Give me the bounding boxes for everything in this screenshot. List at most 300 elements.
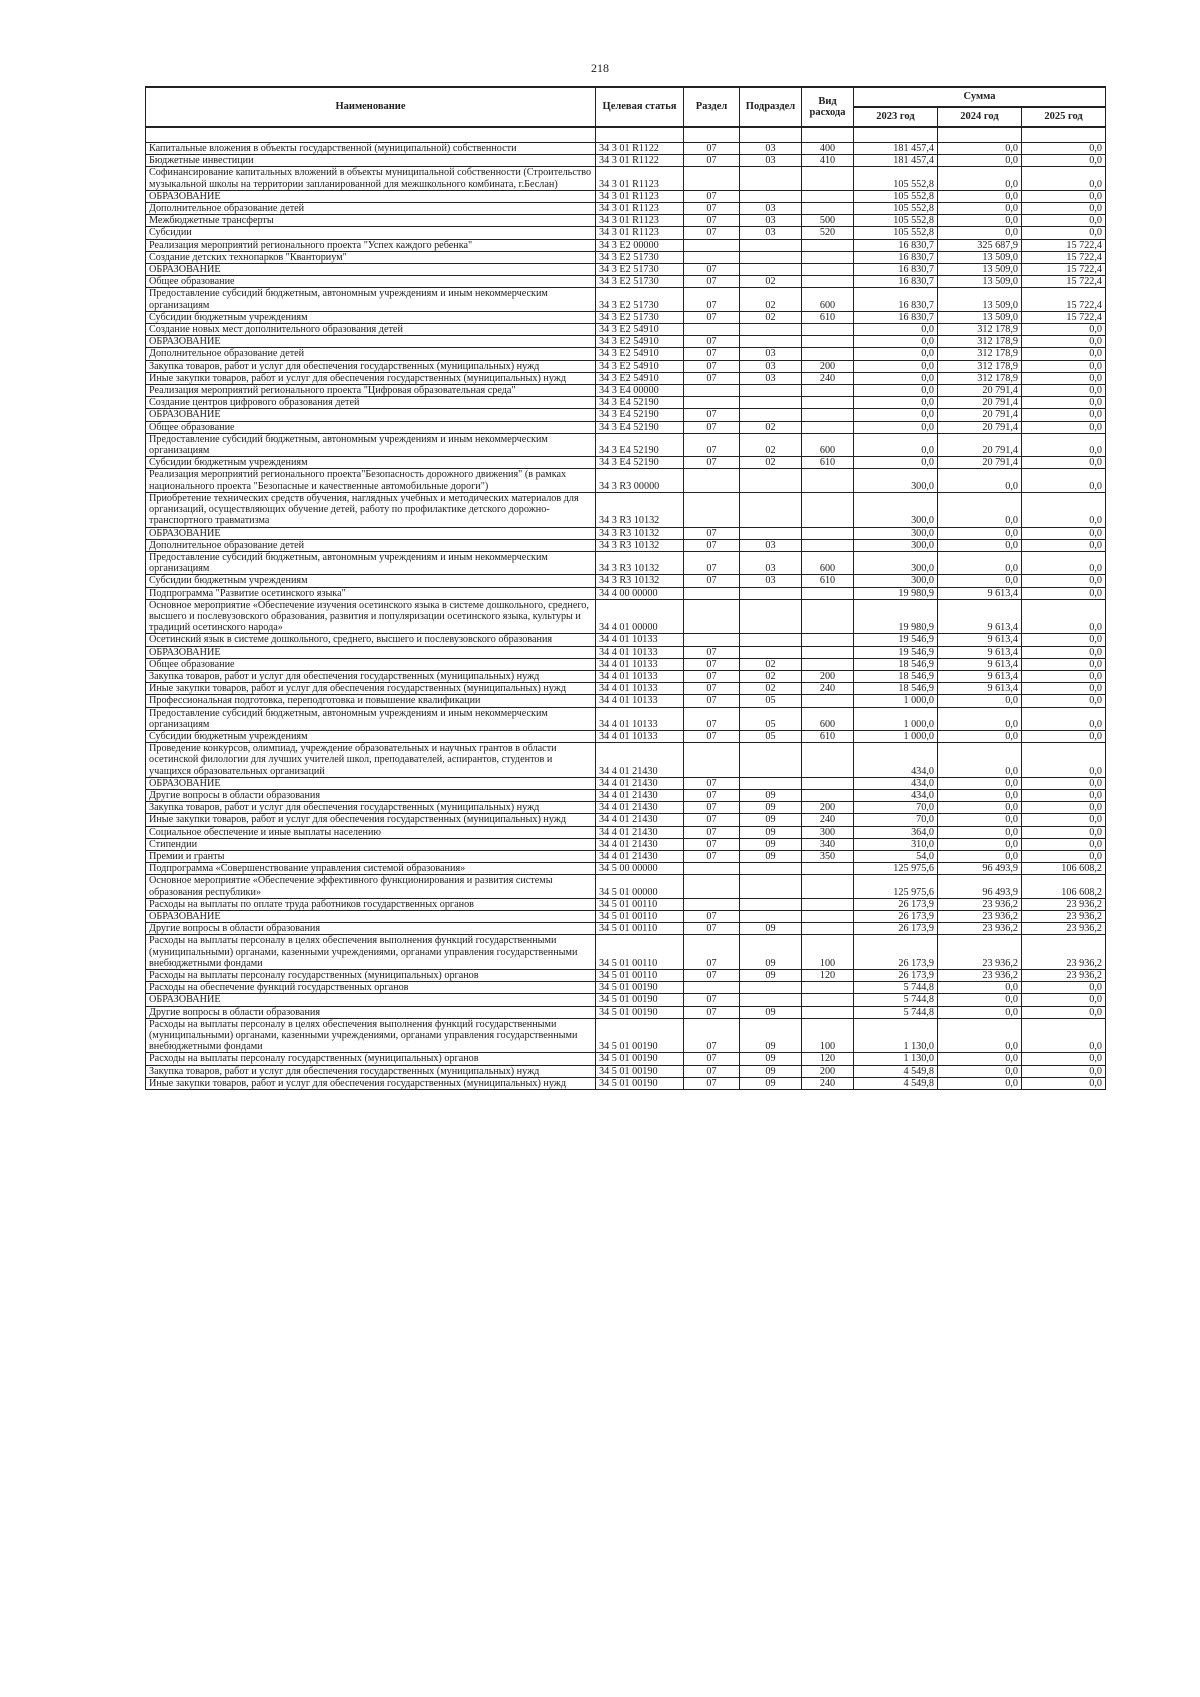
row-sum-2023: 26 173,9: [854, 911, 938, 923]
row-target-article: 34 3 E2 00000: [596, 239, 684, 251]
row-subsection: [740, 634, 802, 646]
table-row: [146, 190, 1106, 202]
row-expense-type: 240: [802, 372, 854, 384]
row-subsection: [740, 527, 802, 539]
table-row: [146, 251, 1106, 263]
table-row: [146, 433, 1106, 456]
row-subsection: 09: [740, 970, 802, 982]
row-sum-2023: 16 830,7: [854, 276, 938, 288]
row-expense-type: 240: [802, 814, 854, 826]
row-sum-2023: 16 830,7: [854, 251, 938, 263]
table-row: [146, 1065, 1106, 1077]
row-name: Иные закупки товаров, работ и услуг для обеспечения государственных (муниципальных) нужд: [146, 1077, 596, 1089]
row-name: Общее образование: [146, 421, 596, 433]
row-expense-type: 200: [802, 1065, 854, 1077]
table-row: [146, 239, 1106, 251]
row-target-article: 34 5 00 00000: [596, 863, 684, 875]
row-target-article: 34 3 E2 51730: [596, 288, 684, 311]
row-sum-2025: 0,0: [1022, 1077, 1106, 1089]
row-sum-2025: 0,0: [1022, 683, 1106, 695]
row-sum-2023: 0,0: [854, 372, 938, 384]
row-section: 07: [684, 826, 740, 838]
row-subsection: 09: [740, 826, 802, 838]
row-sum-2023: 26 173,9: [854, 935, 938, 970]
row-target-article: 34 3 R3 10132: [596, 551, 684, 574]
table-row: [146, 911, 1106, 923]
row-sum-2023: 300,0: [854, 551, 938, 574]
row-sum-2024: 0,0: [938, 1006, 1022, 1018]
row-expense-type: 100: [802, 1018, 854, 1053]
table-row: [146, 492, 1106, 527]
row-section: 07: [684, 850, 740, 862]
row-section: [684, 397, 740, 409]
header-year-2023: 2023 год: [854, 107, 938, 127]
row-target-article: 34 3 01 R1122: [596, 143, 684, 155]
row-sum-2024: 325 687,9: [938, 239, 1022, 251]
row-expense-type: [802, 923, 854, 935]
row-expense-type: 240: [802, 683, 854, 695]
row-sum-2023: 434,0: [854, 743, 938, 778]
row-subsection: 03: [740, 372, 802, 384]
row-target-article: 34 5 01 00110: [596, 898, 684, 910]
table-row: [146, 539, 1106, 551]
row-sum-2024: 312 178,9: [938, 372, 1022, 384]
row-sum-2024: 0,0: [938, 777, 1022, 789]
row-section: 07: [684, 539, 740, 551]
row-name: ОБРАЗОВАНИЕ: [146, 646, 596, 658]
row-sum-2025: 23 936,2: [1022, 898, 1106, 910]
row-subsection: 09: [740, 802, 802, 814]
row-name: Реализация мероприятий регионального проекта "Успех каждого ребенка": [146, 239, 596, 251]
row-expense-type: [802, 385, 854, 397]
table-row: [146, 1006, 1106, 1018]
row-subsection: [740, 863, 802, 875]
row-sum-2024: 0,0: [938, 982, 1022, 994]
table-row: [146, 288, 1106, 311]
row-target-article: 34 3 01 R1123: [596, 203, 684, 215]
row-name: Расходы на выплаты персоналу государственных (муниципальных) органов: [146, 1053, 596, 1065]
page-number: 218: [591, 61, 609, 75]
row-expense-type: [802, 634, 854, 646]
row-target-article: 34 3 01 R1122: [596, 155, 684, 167]
row-target-article: 34 3 01 R1123: [596, 215, 684, 227]
row-sum-2025: 0,0: [1022, 539, 1106, 551]
row-section: [684, 239, 740, 251]
table-row: [146, 802, 1106, 814]
row-target-article: 34 5 01 00190: [596, 982, 684, 994]
row-target-article: 34 3 E4 00000: [596, 385, 684, 397]
row-section: [684, 587, 740, 599]
row-sum-2024: 0,0: [938, 203, 1022, 215]
row-section: 07: [684, 372, 740, 384]
row-expense-type: [802, 982, 854, 994]
row-target-article: 34 4 01 10133: [596, 634, 684, 646]
row-sum-2023: 105 552,8: [854, 215, 938, 227]
table-row: [146, 215, 1106, 227]
row-expense-type: [802, 777, 854, 789]
row-sum-2023: 434,0: [854, 777, 938, 789]
row-sum-2025: 0,0: [1022, 324, 1106, 336]
row-target-article: 34 3 E2 51730: [596, 251, 684, 263]
row-target-article: 34 4 01 21430: [596, 789, 684, 801]
row-section: [684, 898, 740, 910]
row-sum-2023: 125 975,6: [854, 875, 938, 898]
row-subsection: [740, 982, 802, 994]
row-expense-type: 520: [802, 227, 854, 239]
row-expense-type: 120: [802, 970, 854, 982]
table-row: [146, 935, 1106, 970]
row-expense-type: [802, 658, 854, 670]
row-target-article: 34 3 E2 54910: [596, 336, 684, 348]
row-section: [684, 167, 740, 190]
row-sum-2025: 0,0: [1022, 1018, 1106, 1053]
row-target-article: 34 3 E4 52190: [596, 397, 684, 409]
row-sum-2023: 0,0: [854, 348, 938, 360]
row-subsection: 02: [740, 433, 802, 456]
row-subsection: 09: [740, 1053, 802, 1065]
row-section: 07: [684, 923, 740, 935]
row-sum-2024: 0,0: [938, 155, 1022, 167]
row-name: ОБРАЗОВАНИЕ: [146, 994, 596, 1006]
row-section: 07: [684, 777, 740, 789]
table-row: [146, 646, 1106, 658]
header-section: Раздел: [684, 87, 740, 127]
row-name: ОБРАЗОВАНИЕ: [146, 409, 596, 421]
row-sum-2024: 0,0: [938, 1077, 1022, 1089]
table-body: [146, 127, 1106, 1090]
row-subsection: [740, 994, 802, 1006]
row-section: 07: [684, 527, 740, 539]
table-row: [146, 324, 1106, 336]
row-subsection: 03: [740, 155, 802, 167]
table-row: [146, 670, 1106, 682]
row-target-article: 34 4 01 10133: [596, 695, 684, 707]
row-sum-2023: 300,0: [854, 492, 938, 527]
row-sum-2024: 312 178,9: [938, 348, 1022, 360]
row-sum-2023: 1 000,0: [854, 730, 938, 742]
row-expense-type: [802, 911, 854, 923]
row-sum-2025: 23 936,2: [1022, 970, 1106, 982]
row-sum-2023: 0,0: [854, 397, 938, 409]
row-name: Профессиональная подготовка, переподготовка и повышение квалификации: [146, 695, 596, 707]
row-sum-2023: 19 546,9: [854, 646, 938, 658]
row-name: Капитальные вложения в объекты государственной (муниципальной) собственности: [146, 143, 596, 155]
row-subsection: 02: [740, 658, 802, 670]
row-sum-2025: 0,0: [1022, 1065, 1106, 1077]
row-subsection: 03: [740, 348, 802, 360]
row-expense-type: 100: [802, 935, 854, 970]
row-subsection: 03: [740, 203, 802, 215]
row-name: Расходы на обеспечение функций государственных органов: [146, 982, 596, 994]
row-section: 07: [684, 646, 740, 658]
table-row: [146, 1077, 1106, 1089]
row-sum-2024: 0,0: [938, 190, 1022, 202]
row-sum-2025: 0,0: [1022, 789, 1106, 801]
row-sum-2023: 310,0: [854, 838, 938, 850]
row-sum-2023: 0,0: [854, 409, 938, 421]
table-row: [146, 336, 1106, 348]
row-subsection: 03: [740, 575, 802, 587]
row-target-article: 34 3 R3 10132: [596, 575, 684, 587]
row-sum-2025: 15 722,4: [1022, 276, 1106, 288]
row-subsection: 09: [740, 935, 802, 970]
table-row: [146, 730, 1106, 742]
row-sum-2024: 0,0: [938, 539, 1022, 551]
row-expense-type: [802, 167, 854, 190]
header-year-2025: 2025 год: [1022, 107, 1106, 127]
row-sum-2023: 26 173,9: [854, 898, 938, 910]
row-section: 07: [684, 227, 740, 239]
row-subsection: 02: [740, 457, 802, 469]
row-name: Дополнительное образование детей: [146, 348, 596, 360]
row-name: Другие вопросы в области образования: [146, 789, 596, 801]
row-name: Субсидии бюджетным учреждениям: [146, 457, 596, 469]
row-section: 07: [684, 336, 740, 348]
row-expense-type: 240: [802, 1077, 854, 1089]
row-target-article: 34 3 E2 54910: [596, 372, 684, 384]
row-expense-type: [802, 397, 854, 409]
row-sum-2024: 13 509,0: [938, 288, 1022, 311]
row-subsection: [740, 898, 802, 910]
row-sum-2025: 0,0: [1022, 1006, 1106, 1018]
row-sum-2023: 4 549,8: [854, 1065, 938, 1077]
table-row: [146, 970, 1106, 982]
row-name: Осетинский язык в системе дошкольного, среднего, высшего и послевузовского образования: [146, 634, 596, 646]
row-expense-type: [802, 203, 854, 215]
row-sum-2024: 312 178,9: [938, 336, 1022, 348]
row-subsection: 09: [740, 1006, 802, 1018]
row-subsection: 09: [740, 1077, 802, 1089]
row-sum-2025: 0,0: [1022, 707, 1106, 730]
row-name: Расходы на выплаты персоналу в целях обеспечения выполнения функций государственными (муниципальными) органами, казенными учреждениями, органами управления государственными внебюджетными фондами: [146, 1018, 596, 1053]
table-row: [146, 167, 1106, 190]
row-target-article: 34 4 01 21430: [596, 850, 684, 862]
row-sum-2023: 70,0: [854, 802, 938, 814]
row-section: 07: [684, 264, 740, 276]
header-year-2024: 2024 год: [938, 107, 1022, 127]
row-expense-type: [802, 324, 854, 336]
row-sum-2025: 0,0: [1022, 670, 1106, 682]
row-expense-type: [802, 527, 854, 539]
row-subsection: 02: [740, 311, 802, 323]
row-name: ОБРАЗОВАНИЕ: [146, 336, 596, 348]
row-sum-2025: 0,0: [1022, 167, 1106, 190]
row-target-article: 34 3 E4 52190: [596, 433, 684, 456]
row-section: [684, 469, 740, 492]
row-subsection: 05: [740, 730, 802, 742]
row-expense-type: [802, 898, 854, 910]
row-subsection: [740, 239, 802, 251]
row-target-article: 34 3 R3 10132: [596, 539, 684, 551]
row-target-article: 34 5 01 00190: [596, 1006, 684, 1018]
row-name: Закупка товаров, работ и услуг для обеспечения государственных (муниципальных) нужд: [146, 360, 596, 372]
row-sum-2025: 0,0: [1022, 838, 1106, 850]
row-name: Субсидии: [146, 227, 596, 239]
row-sum-2025: 0,0: [1022, 743, 1106, 778]
row-target-article: 34 4 01 10133: [596, 683, 684, 695]
row-section: 07: [684, 935, 740, 970]
row-sum-2024: 23 936,2: [938, 923, 1022, 935]
row-subsection: [740, 875, 802, 898]
row-section: 07: [684, 288, 740, 311]
row-sum-2023: 0,0: [854, 433, 938, 456]
row-section: [684, 492, 740, 527]
row-section: 07: [684, 433, 740, 456]
row-expense-type: 610: [802, 575, 854, 587]
row-section: 07: [684, 970, 740, 982]
row-sum-2025: 0,0: [1022, 994, 1106, 1006]
row-target-article: 34 5 01 00190: [596, 994, 684, 1006]
row-sum-2023: 364,0: [854, 826, 938, 838]
row-expense-type: 600: [802, 288, 854, 311]
row-subsection: [740, 911, 802, 923]
row-subsection: 09: [740, 923, 802, 935]
row-name: Подпрограмма «Совершенствование управления системой образования»: [146, 863, 596, 875]
table-header: [146, 87, 1106, 127]
row-name: Другие вопросы в области образования: [146, 923, 596, 935]
table-row: [146, 826, 1106, 838]
row-sum-2024: 9 613,4: [938, 634, 1022, 646]
row-section: 07: [684, 730, 740, 742]
row-name: ОБРАЗОВАНИЕ: [146, 190, 596, 202]
row-name: Предоставление субсидий бюджетным, автономным учреждениям и иным некоммерческим организациям: [146, 551, 596, 574]
row-sum-2025: 0,0: [1022, 433, 1106, 456]
row-sum-2025: 0,0: [1022, 777, 1106, 789]
row-expense-type: 200: [802, 802, 854, 814]
table-row: [146, 838, 1106, 850]
row-sum-2023: 4 549,8: [854, 1077, 938, 1089]
row-section: 07: [684, 695, 740, 707]
table-row: [146, 743, 1106, 778]
row-subsection: [740, 167, 802, 190]
row-target-article: 34 3 E2 51730: [596, 276, 684, 288]
row-subsection: [740, 587, 802, 599]
row-expense-type: [802, 875, 854, 898]
row-subsection: 05: [740, 695, 802, 707]
row-sum-2025: 0,0: [1022, 336, 1106, 348]
row-sum-2023: 5 744,8: [854, 982, 938, 994]
row-sum-2023: 18 546,9: [854, 658, 938, 670]
row-sum-2025: 0,0: [1022, 190, 1106, 202]
row-section: [684, 982, 740, 994]
row-name: Создание новых мест дополнительного образования детей: [146, 324, 596, 336]
table-row: [146, 863, 1106, 875]
row-name: Субсидии бюджетным учреждениям: [146, 575, 596, 587]
row-sum-2025: 0,0: [1022, 695, 1106, 707]
row-section: 07: [684, 1006, 740, 1018]
row-sum-2024: 0,0: [938, 227, 1022, 239]
row-sum-2023: 105 552,8: [854, 167, 938, 190]
row-section: 07: [684, 215, 740, 227]
row-sum-2025: 0,0: [1022, 527, 1106, 539]
row-section: [684, 385, 740, 397]
row-section: 07: [684, 683, 740, 695]
row-target-article: 34 3 E4 52190: [596, 409, 684, 421]
row-sum-2025: 0,0: [1022, 826, 1106, 838]
row-expense-type: 410: [802, 155, 854, 167]
row-target-article: 34 3 E2 54910: [596, 360, 684, 372]
row-sum-2024: 0,0: [938, 1018, 1022, 1053]
row-name: Закупка товаров, работ и услуг для обеспечения государственных (муниципальных) нужд: [146, 802, 596, 814]
row-sum-2024: 13 509,0: [938, 276, 1022, 288]
row-name: Общее образование: [146, 658, 596, 670]
row-sum-2025: 15 722,4: [1022, 288, 1106, 311]
row-subsection: 03: [740, 360, 802, 372]
row-subsection: [740, 251, 802, 263]
row-subsection: [740, 385, 802, 397]
row-sum-2023: 300,0: [854, 527, 938, 539]
row-sum-2024: 0,0: [938, 167, 1022, 190]
row-sum-2024: 0,0: [938, 802, 1022, 814]
row-expense-type: 400: [802, 143, 854, 155]
row-expense-type: [802, 276, 854, 288]
row-sum-2025: 0,0: [1022, 658, 1106, 670]
row-section: 07: [684, 421, 740, 433]
row-target-article: 34 3 E2 51730: [596, 311, 684, 323]
row-expense-type: [802, 743, 854, 778]
table-row: [146, 707, 1106, 730]
row-sum-2023: 0,0: [854, 336, 938, 348]
row-sum-2023: 19 980,9: [854, 599, 938, 634]
row-target-article: 34 3 E2 54910: [596, 324, 684, 336]
row-target-article: 34 5 01 00110: [596, 970, 684, 982]
row-sum-2024: 0,0: [938, 1065, 1022, 1077]
row-sum-2025: 0,0: [1022, 982, 1106, 994]
row-sum-2024: 23 936,2: [938, 935, 1022, 970]
row-subsection: [740, 397, 802, 409]
row-sum-2023: 16 830,7: [854, 264, 938, 276]
table-row: [146, 1018, 1106, 1053]
row-target-article: 34 5 01 00110: [596, 923, 684, 935]
row-sum-2025: 0,0: [1022, 850, 1106, 862]
row-sum-2023: 1 130,0: [854, 1018, 938, 1053]
budget-table: [145, 86, 1106, 1090]
row-sum-2025: 106 608,2: [1022, 875, 1106, 898]
row-sum-2025: 0,0: [1022, 143, 1106, 155]
row-sum-2025: 0,0: [1022, 492, 1106, 527]
row-sum-2025: 0,0: [1022, 575, 1106, 587]
row-expense-type: 300: [802, 826, 854, 838]
row-expense-type: 610: [802, 311, 854, 323]
row-sum-2024: 0,0: [938, 527, 1022, 539]
row-sum-2025: 0,0: [1022, 469, 1106, 492]
row-section: 07: [684, 1018, 740, 1053]
row-sum-2025: 106 608,2: [1022, 863, 1106, 875]
row-section: 07: [684, 190, 740, 202]
row-subsection: 03: [740, 215, 802, 227]
row-target-article: 34 4 01 21430: [596, 743, 684, 778]
row-section: 07: [684, 802, 740, 814]
row-name: Иные закупки товаров, работ и услуг для обеспечения государственных (муниципальных) нужд: [146, 372, 596, 384]
row-sum-2023: 19 546,9: [854, 634, 938, 646]
row-sum-2024: 9 613,4: [938, 646, 1022, 658]
row-target-article: 34 5 01 00190: [596, 1053, 684, 1065]
row-sum-2023: 105 552,8: [854, 227, 938, 239]
row-sum-2023: 0,0: [854, 457, 938, 469]
row-sum-2024: 0,0: [938, 695, 1022, 707]
row-name: Реализация мероприятий регионального проекта "Цифровая образовательная среда": [146, 385, 596, 397]
row-name: Предоставление субсидий бюджетным, автономным учреждениям и иным некоммерческим организациям: [146, 433, 596, 456]
row-section: 07: [684, 670, 740, 682]
table-row: [146, 409, 1106, 421]
row-expense-type: 610: [802, 730, 854, 742]
table-row: [146, 385, 1106, 397]
row-section: 07: [684, 575, 740, 587]
row-sum-2023: 0,0: [854, 385, 938, 397]
row-expense-type: [802, 190, 854, 202]
row-sum-2025: 15 722,4: [1022, 251, 1106, 263]
row-section: 07: [684, 203, 740, 215]
